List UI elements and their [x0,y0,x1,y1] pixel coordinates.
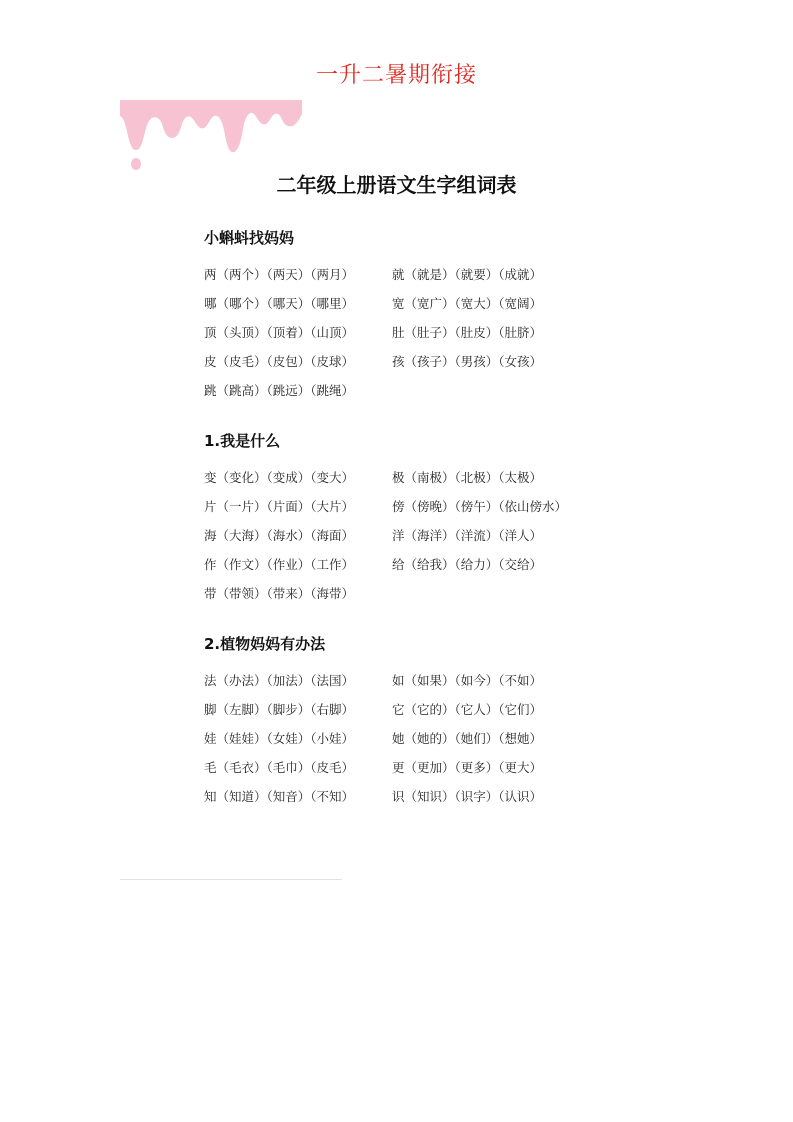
word-entry: 带（带领）（带来）（海带） [204,586,355,601]
word-entry: 宽（宽广）（宽大）（宽阔） [392,296,543,311]
section-heading: 小蝌蚪找妈妈 [204,229,295,247]
word-entry-empty [392,376,602,405]
word-entry: 海（大海）（海水）（海面） [204,528,355,543]
section-heading: 1.我是什么 [204,432,281,450]
word-entry: 孩（孩子）（男孩）（女孩） [392,354,543,369]
word-entry: 肚（肚子）（肚皮）（肚脐） [392,325,543,340]
word-grid [204,463,624,608]
word-entry: 脚（左脚）（脚步）（右脚） [204,702,355,717]
word-entry: 两（两个）（两天）（两月） [204,267,355,282]
pink-drip-decoration [120,100,302,172]
word-grid [204,260,624,405]
word-entry: 毛（毛衣）（毛巾）（皮毛） [204,760,355,775]
word-entry: 法（办法）（加法）（法国） [204,673,355,688]
word-list-content [204,228,624,837]
word-entry: 更（更加）（更多）（更大） [392,760,543,775]
word-entry: 娃（娃娃）（女娃）（小娃） [204,731,355,746]
word-entry-empty [392,579,602,608]
word-entry: 她（她的）（她们）（想她） [392,731,543,746]
word-entry: 顶（头顶）（顶着）（山顶） [204,325,355,340]
word-entry: 如（如果）（如今）（不如） [392,673,543,688]
word-entry: 片（一片）（片面）（大片） [204,499,355,514]
document-title: 二年级上册语文生字组词表 [276,173,517,197]
footer-divider [120,879,342,880]
word-entry: 知（知道）（知音）（不知） [204,789,355,804]
word-entry: 给（给我）（给力）（交给） [392,557,543,572]
word-grid [204,666,624,811]
word-entry: 作（作文）（作业）（工作） [204,557,355,572]
word-entry: 傍（傍晚）（傍午）（依山傍水） [392,499,568,514]
word-entry: 皮（皮毛）（皮包）（皮球） [204,354,355,369]
word-entry: 就（就是）（就要）（成就） [392,267,543,282]
word-entry: 它（它的）（它人）（它们） [392,702,543,717]
word-entry: 洋（海洋）（洋流）（洋人） [392,528,543,543]
word-entry: 变（变化）（变成）（变大） [204,470,355,485]
word-entry: 极（南极）（北极）（太极） [392,470,543,485]
section-heading: 2.植物妈妈有办法 [204,635,326,653]
header-title: 一升二暑期衔接 [315,63,477,88]
word-entry: 识（知识）（识字）（认识） [392,789,543,804]
word-entry: 跳（跳高）（跳远）（跳绳） [204,383,355,398]
word-entry: 哪（哪个）（哪天）（哪里） [204,296,355,311]
section-lesson-woshishenme [204,431,624,608]
section-lesson-zhiwumama [204,634,624,811]
section-lesson-xiaokedou [204,228,624,405]
